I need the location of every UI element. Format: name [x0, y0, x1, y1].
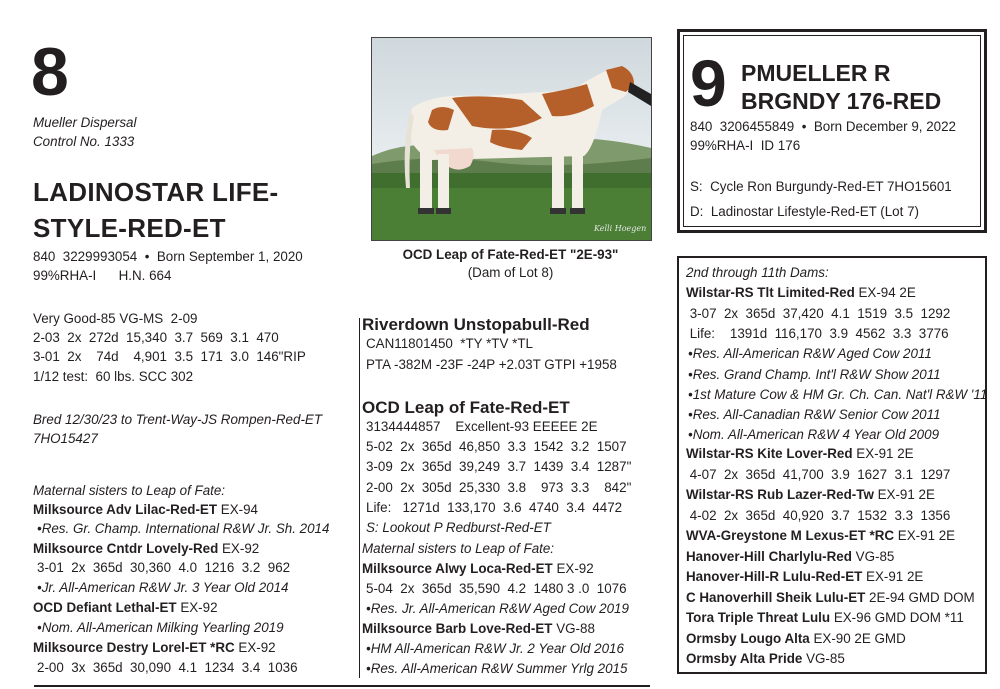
lot9-rha: 99%RHA-I ID 176: [690, 138, 801, 153]
dam-lifetime: Life: 1271d 133,170 3.6 4740 3.4 4472: [366, 500, 623, 515]
dam-name: OCD Leap of Fate-Red-ET: [362, 398, 570, 417]
center-divider: [359, 318, 360, 678]
list-item-note: •Jr. All-American R&W Jr. 3 Year Old 2014: [37, 580, 289, 595]
list-item: Ormsby Alta Pride VG-85: [686, 651, 845, 666]
list-item-note: •Res. Jr. All-American R&W Aged Cow 2019: [366, 601, 629, 616]
list-item-note: •Res. Gr. Champ. International R&W Jr. Sh. 2014: [37, 521, 330, 536]
dams-heading: 2nd through 11th Dams:: [686, 265, 829, 280]
dam-sisters-heading: Maternal sisters to Leap of Fate:: [362, 541, 555, 556]
list-item: Wilstar-RS Tlt Limited-Red EX-94 2E: [686, 285, 916, 300]
photo-caption: OCD Leap of Fate-Red-ET "2E-93": [402, 247, 619, 262]
sire-registration: CAN11801450 *TY *TV *TL: [366, 336, 533, 351]
list-item: Hanover-Hill Charlylu-Red VG-85: [686, 549, 895, 564]
list-item: Milksource Barb Love-Red-ET VG-88: [362, 621, 595, 636]
dispersal-name: Mueller Dispersal: [33, 115, 137, 130]
list-item: Milksource Cntdr Lovely-Red EX-92: [33, 541, 260, 556]
list-item-note: •Nom. All-American Milking Yearling 2019: [37, 620, 284, 635]
lot8-cow-name-line2: STYLE-RED-ET: [33, 213, 226, 243]
control-number: Control No. 1333: [33, 134, 135, 149]
lot9-sire: S: Cycle Ron Burgundy-Red-ET 7HO15601: [690, 179, 952, 194]
lot9-cow-name-line1: PMUELLER R: [741, 60, 891, 86]
lot-number-8: 8: [31, 34, 69, 110]
lot8-test: 1/12 test: 60 lbs. SCC 302: [33, 369, 194, 384]
list-item-note: •HM All-American R&W Jr. 2 Year Old 2016: [366, 641, 624, 656]
photo-watermark: Kelli Hoegen: [594, 224, 647, 233]
list-item-record: 2-00 3x 365d 30,090 4.1 1234 3.4 1036: [37, 660, 298, 675]
list-item: C Hanoverhill Sheik Lulu-ET 2E-94 GMD DOM: [686, 590, 975, 605]
list-item-note: •Res. All-Canadian R&W Senior Cow 2011: [688, 407, 941, 422]
list-item-record: 4-07 2x 365d 41,700 3.9 1627 3.1 1297: [686, 467, 951, 482]
lot9-cow-name-line2: BRGNDY 176-RED: [741, 88, 942, 114]
list-item: Ormsby Lougo Alta EX-90 2E GMD: [686, 631, 906, 646]
dam-record-2: 3-09 2x 365d 39,249 3.7 1439 3.4 1287": [366, 459, 632, 474]
dam-sire-line: S: Lookout P Redburst-Red-ET: [366, 520, 551, 535]
list-item: Wilstar-RS Kite Lover-Red EX-91 2E: [686, 446, 914, 461]
lot8-sisters-heading: Maternal sisters to Leap of Fate:: [33, 483, 226, 498]
list-item: Milksource Adv Lilac-Red-ET EX-94: [33, 502, 258, 517]
list-item: WVA-Greystone M Lexus-ET *RC EX-91 2E: [686, 528, 956, 543]
list-item-note: •Res. All-American R&W Aged Cow 2011: [688, 346, 932, 361]
bottom-divider: [34, 685, 650, 687]
list-item: OCD Defiant Lethal-ET EX-92: [33, 600, 218, 615]
list-item-note: •Res. All-American R&W Summer Yrlg 2015: [366, 661, 628, 676]
list-item-record: 5-04 2x 365d 35,590 4.2 1480 3 .0 1076: [366, 581, 627, 596]
lot8-classification: Very Good-85 VG-MS 2-09: [33, 311, 198, 326]
sire-pta: PTA -382M -23F -24P +2.03T GTPI +1958: [366, 357, 617, 372]
lot8-bred-info: Bred 12/30/23 to Trent-Way-JS Rompen-Red-ET: [33, 412, 323, 427]
list-item: Wilstar-RS Rub Lazer-Red-Tw EX-91 2E: [686, 487, 935, 502]
sire-name: Riverdown Unstopabull-Red: [362, 315, 590, 334]
list-item-record: Life: 1391d 116,170 3.9 4562 3.3 3776: [686, 326, 949, 341]
list-item-record: 3-01 2x 365d 30,360 4.0 1216 3.2 962: [37, 560, 291, 575]
dam-record-1: 5-02 2x 365d 46,850 3.3 1542 3.2 1507: [366, 439, 627, 454]
list-item-note: •Res. Grand Champ. Int'l R&W Show 2011: [688, 367, 941, 382]
list-item: Milksource Alwy Loca-Red-ET EX-92: [362, 561, 594, 576]
lot8-rha: 99%RHA-I H.N. 664: [33, 268, 172, 283]
dam-record-3: 2-00 2x 305d 25,330 3.8 973 3.3 842": [366, 480, 632, 495]
lot8-registration: 840 3229993054 • Born September 1, 2020: [33, 249, 303, 264]
dam-registration: 3134444857 Excellent-93 EEEEE 2E: [366, 419, 598, 434]
lot8-record-1: 2-03 2x 272d 15,340 3.7 569 3.1 470: [33, 330, 279, 345]
lot9-registration: 840 3206455849 • Born December 9, 2022: [690, 119, 956, 134]
list-item: Hanover-Hill-R Lulu-Red-ET EX-91 2E: [686, 569, 924, 584]
list-item-record: 3-07 2x 365d 37,420 4.1 1519 3.5 1292: [686, 306, 951, 321]
list-item-note: •1st Mature Cow & HM Gr. Ch. Can. Nat'l R&W '11: [688, 387, 988, 402]
list-item: Milksource Destry Lorel-ET *RC EX-92: [33, 640, 276, 655]
list-item: Tora Triple Threat Lulu EX-96 GMD DOM *11: [686, 610, 964, 625]
lot8-cow-name-line1: LADINOSTAR LIFE-: [33, 177, 279, 207]
lot8-bred-sire-code: 7HO15427: [33, 431, 98, 446]
cow-illustration: [372, 38, 651, 240]
lot-number-9: 9: [690, 46, 727, 120]
lot8-record-2: 3-01 2x 74d 4,901 3.5 171 3.0 146"RIP: [33, 349, 306, 364]
dam-photo: [371, 37, 652, 241]
list-item-record: 4-02 2x 365d 40,920 3.7 1532 3.3 1356: [686, 508, 951, 523]
lot9-dam: D: Ladinostar Lifestyle-Red-ET (Lot 7): [690, 204, 919, 219]
list-item-note: •Nom. All-American R&W 4 Year Old 2009: [688, 427, 940, 442]
photo-subcaption: (Dam of Lot 8): [467, 265, 554, 280]
